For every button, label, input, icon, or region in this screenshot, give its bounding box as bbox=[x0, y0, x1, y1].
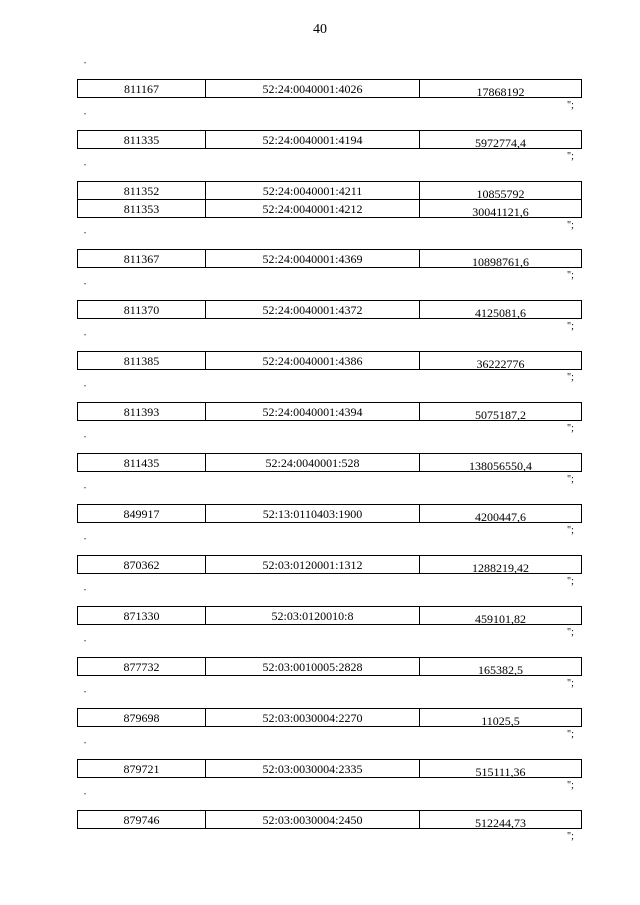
record-number-cell: 811435 bbox=[78, 454, 206, 472]
record-table bbox=[77, 249, 582, 268]
table-row bbox=[78, 811, 582, 829]
record-block bbox=[77, 334, 581, 383]
cadastral-value-cell: 515111,36 bbox=[420, 760, 582, 778]
cadastral-value-cell: 10855792 bbox=[420, 182, 582, 200]
table-row bbox=[78, 80, 582, 98]
cadastral-number-cell: 52:03:0030004:2270 bbox=[206, 709, 420, 727]
record-table bbox=[77, 504, 582, 523]
cadastral-number-cell: 52:03:0120001:1312 bbox=[206, 556, 420, 574]
cadastral-value-cell: 4200447,6 bbox=[420, 505, 582, 523]
cadastral-value-cell: 5972774,4 bbox=[420, 131, 582, 149]
record-table bbox=[77, 606, 582, 625]
closing-quote-mark: "; bbox=[567, 151, 574, 162]
opening-quote-mark: " bbox=[84, 385, 87, 391]
cadastral-value-cell: 17868192 bbox=[420, 80, 582, 98]
opening-quote-mark: " bbox=[84, 742, 87, 748]
opening-quote-mark: " bbox=[84, 793, 87, 799]
record-number-cell: 871330 bbox=[78, 607, 206, 625]
closing-quote-mark: "; bbox=[567, 372, 574, 383]
cadastral-value-cell: 138056550,4 bbox=[420, 454, 582, 472]
cadastral-number-cell: 52:24:0040001:4194 bbox=[206, 131, 420, 149]
opening-quote-mark: " bbox=[84, 164, 87, 170]
closing-quote-mark: "; bbox=[567, 678, 574, 689]
record-number-cell: 811385 bbox=[78, 352, 206, 370]
record-block bbox=[77, 385, 581, 434]
table-row bbox=[78, 182, 582, 200]
table-row bbox=[78, 607, 582, 625]
table-row bbox=[78, 301, 582, 319]
cadastral-number-cell: 52:13:0110403:1900 bbox=[206, 505, 420, 523]
opening-quote-mark: " bbox=[84, 436, 87, 442]
cadastral-value-cell: 4125081,6 bbox=[420, 301, 582, 319]
closing-quote-mark: "; bbox=[567, 576, 574, 587]
record-block bbox=[77, 113, 581, 162]
closing-quote-mark: "; bbox=[567, 423, 574, 434]
page-number: 40 bbox=[313, 22, 327, 37]
record-table bbox=[77, 181, 582, 218]
table-row bbox=[78, 250, 582, 268]
table-row bbox=[78, 658, 582, 676]
record-number-cell: 811370 bbox=[78, 301, 206, 319]
record-block bbox=[77, 436, 581, 485]
table-row bbox=[78, 760, 582, 778]
cadastral-number-cell: 52:24:0040001:4372 bbox=[206, 301, 420, 319]
opening-quote-mark: " bbox=[84, 640, 87, 646]
cadastral-value-cell: 5075187,2 bbox=[420, 403, 582, 421]
cadastral-value-cell: 10898761,6 bbox=[420, 250, 582, 268]
record-block bbox=[77, 164, 581, 231]
closing-quote-mark: "; bbox=[567, 321, 574, 332]
table-row bbox=[78, 200, 582, 218]
cadastral-number-cell: 52:24:0040001:528 bbox=[206, 454, 420, 472]
record-table bbox=[77, 555, 582, 574]
record-number-cell: 811393 bbox=[78, 403, 206, 421]
cadastral-number-cell: 52:24:0040001:4026 bbox=[206, 80, 420, 98]
record-block bbox=[77, 589, 581, 638]
record-block bbox=[77, 538, 581, 587]
record-table bbox=[77, 130, 582, 149]
cadastral-value-cell: 36222776 bbox=[420, 352, 582, 370]
record-table bbox=[77, 453, 582, 472]
closing-quote-mark: "; bbox=[567, 831, 574, 842]
opening-quote-mark: " bbox=[84, 487, 87, 493]
record-table bbox=[77, 657, 582, 676]
record-table bbox=[77, 402, 582, 421]
table-row bbox=[78, 454, 582, 472]
record-block bbox=[77, 742, 581, 791]
record-number-cell: 811367 bbox=[78, 250, 206, 268]
cadastral-value-cell: 165382,5 bbox=[420, 658, 582, 676]
opening-quote-mark: " bbox=[84, 283, 87, 289]
table-row bbox=[78, 505, 582, 523]
opening-quote-mark: " bbox=[84, 691, 87, 697]
table-row bbox=[78, 709, 582, 727]
closing-quote-mark: "; bbox=[567, 474, 574, 485]
record-table bbox=[77, 810, 582, 829]
record-number-cell: 877732 bbox=[78, 658, 206, 676]
closing-quote-mark: "; bbox=[567, 100, 574, 111]
record-number-cell: 811335 bbox=[78, 131, 206, 149]
cadastral-value-cell: 11025,5 bbox=[420, 709, 582, 727]
record-table bbox=[77, 79, 582, 98]
cadastral-number-cell: 52:24:0040001:4386 bbox=[206, 352, 420, 370]
closing-quote-mark: "; bbox=[567, 270, 574, 281]
record-block bbox=[77, 232, 581, 281]
cadastral-number-cell: 52:24:0040001:4394 bbox=[206, 403, 420, 421]
table-row bbox=[78, 352, 582, 370]
opening-quote-mark: " bbox=[84, 62, 87, 68]
record-block bbox=[77, 793, 581, 842]
opening-quote-mark: " bbox=[84, 232, 87, 238]
record-table bbox=[77, 351, 582, 370]
closing-quote-mark: "; bbox=[567, 220, 574, 231]
record-number-cell: 849917 bbox=[78, 505, 206, 523]
record-table bbox=[77, 759, 582, 778]
opening-quote-mark: " bbox=[84, 113, 87, 119]
cadastral-number-cell: 52:03:0010005:2828 bbox=[206, 658, 420, 676]
opening-quote-mark: " bbox=[84, 334, 87, 340]
table-row bbox=[78, 556, 582, 574]
opening-quote-mark: " bbox=[84, 538, 87, 544]
table-row bbox=[78, 403, 582, 421]
cadastral-value-cell: 1288219,42 bbox=[420, 556, 582, 574]
record-number-cell: 879746 bbox=[78, 811, 206, 829]
cadastral-value-cell: 459101,82 bbox=[420, 607, 582, 625]
cadastral-number-cell: 52:24:0040001:4212 bbox=[206, 200, 420, 218]
record-table bbox=[77, 708, 582, 727]
table-row bbox=[78, 131, 582, 149]
record-block bbox=[77, 640, 581, 689]
closing-quote-mark: "; bbox=[567, 780, 574, 791]
cadastral-value-cell: 30041121,6 bbox=[420, 200, 582, 218]
record-number-cell: 811353 bbox=[78, 200, 206, 218]
closing-quote-mark: "; bbox=[567, 627, 574, 638]
record-block bbox=[77, 62, 581, 111]
cadastral-number-cell: 52:03:0030004:2450 bbox=[206, 811, 420, 829]
record-block bbox=[77, 487, 581, 536]
record-number-cell: 811167 bbox=[78, 80, 206, 98]
record-number-cell: 879698 bbox=[78, 709, 206, 727]
record-number-cell: 870362 bbox=[78, 556, 206, 574]
closing-quote-mark: "; bbox=[567, 729, 574, 740]
record-table bbox=[77, 300, 582, 319]
cadastral-number-cell: 52:03:0030004:2335 bbox=[206, 760, 420, 778]
opening-quote-mark: " bbox=[84, 589, 87, 595]
closing-quote-mark: "; bbox=[567, 525, 574, 536]
cadastral-number-cell: 52:24:0040001:4211 bbox=[206, 182, 420, 200]
record-block bbox=[77, 283, 581, 332]
cadastral-number-cell: 52:24:0040001:4369 bbox=[206, 250, 420, 268]
cadastral-value-cell: 512244,73 bbox=[420, 811, 582, 829]
record-block bbox=[77, 691, 581, 740]
record-number-cell: 879721 bbox=[78, 760, 206, 778]
record-number-cell: 811352 bbox=[78, 182, 206, 200]
cadastral-number-cell: 52:03:0120010:8 bbox=[206, 607, 420, 625]
